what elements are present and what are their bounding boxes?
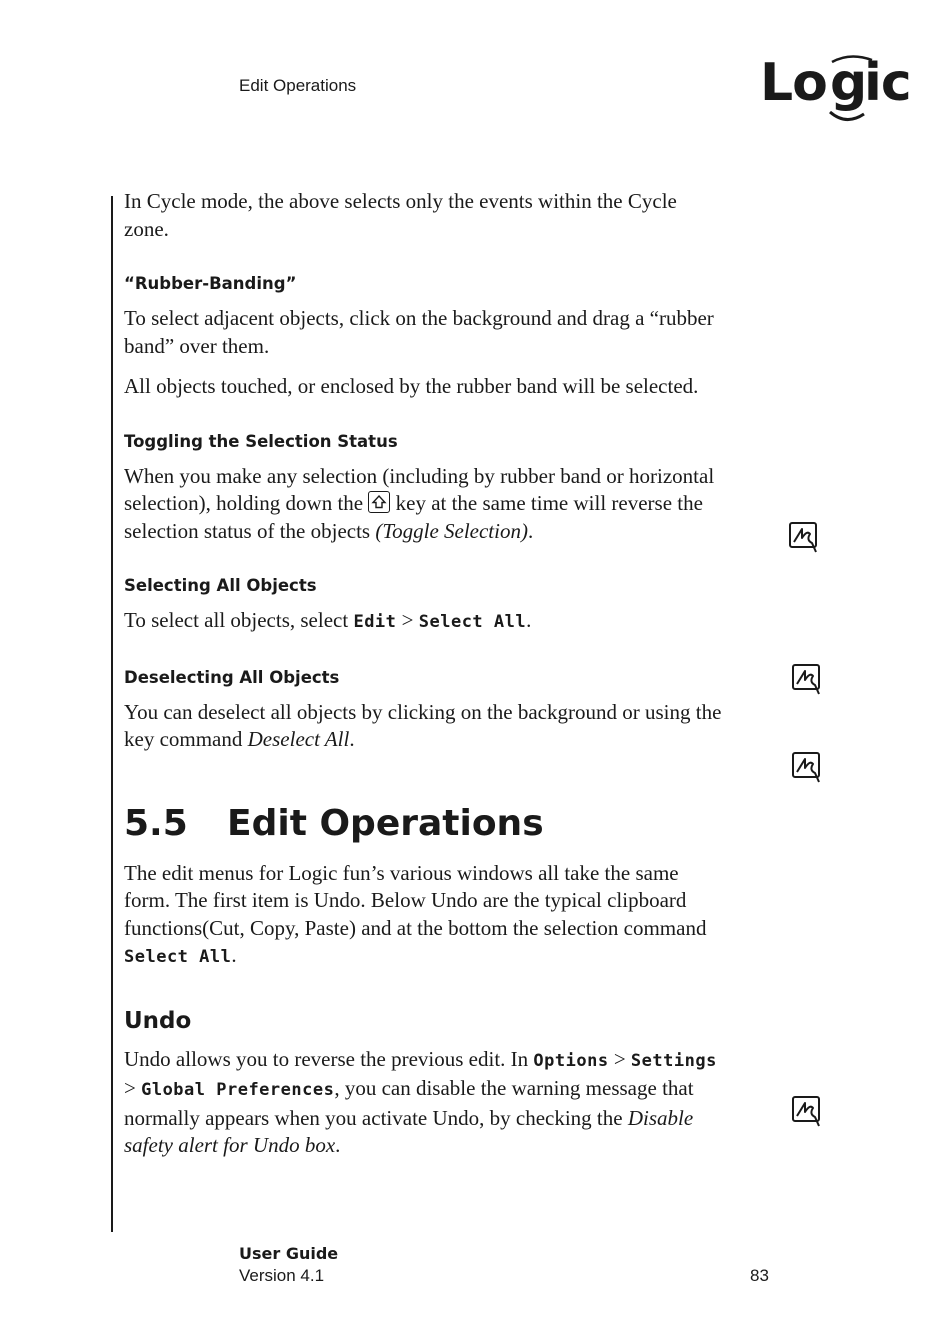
svg-text:ic: ic	[864, 53, 911, 113]
edit-operations-paragraph: The edit menus for Logic fun’s various windows all take the same form. The first item is Undo. Below Undo are the typical clipboard functions(Cut, Copy, Paste) and at the bottom the selection command Select All.	[124, 860, 707, 967]
menu-path-options: Options	[533, 1050, 609, 1071]
menu-path-select-all: Select All	[418, 612, 527, 632]
key-command-icon	[791, 750, 825, 786]
page-number: 83	[750, 1266, 769, 1285]
footer-version: Version 4.1	[239, 1266, 325, 1285]
menu-path-select-all-2: Select All	[124, 947, 232, 967]
undo-paragraph: Undo allows you to reverse the previous edit. In Options > Settings > Global Preferences, you can disable the warning message that normally appears when you activate Undo, by checking the Disable safety alert for Undo box.	[124, 1046, 717, 1157]
shift-key-icon	[368, 491, 390, 513]
toggling-selection-heading: Toggling the Selection Status	[124, 431, 398, 451]
rubber-banding-paragraph-2: All objects touched, or enclosed by the rubber band will be selected.	[124, 374, 699, 398]
key-command-icon	[791, 662, 825, 698]
selecting-all-paragraph: To select all objects, select Edit > Select All.	[124, 608, 532, 632]
menu-path-edit: Edit	[353, 612, 397, 632]
menu-path-settings: Settings	[630, 1050, 717, 1071]
rubber-banding-paragraph-1: To select adjacent objects, click on the background and drag a “rubber band” over them.	[124, 306, 714, 358]
deselecting-all-heading: Deselecting All Objects	[124, 667, 340, 687]
svg-text:Lo: Lo	[760, 53, 827, 113]
menu-path-global-preferences: Global Preferences	[141, 1080, 335, 1100]
toggling-selection-paragraph: When you make any selection (including by rubber band or horizontal selection), holding down the key at the same time will reverse the selection status of the objects (Toggle Selection).	[124, 463, 715, 543]
cycle-mode-paragraph: In Cycle mode, the above selects only the events within the Cycle zone.	[124, 189, 677, 241]
logic-logo	[760, 50, 920, 126]
section-title: Edit Operations	[227, 802, 544, 844]
running-header: Edit Operations	[239, 76, 357, 95]
page-content	[124, 188, 724, 1160]
section-heading	[124, 802, 724, 846]
footer-guide: User Guide	[239, 1244, 339, 1263]
undo-heading: Undo	[124, 1007, 192, 1034]
svg-text:g: g	[830, 53, 868, 113]
selecting-all-heading: Selecting All Objects	[124, 576, 317, 595]
section-number: 5.5	[124, 802, 188, 844]
key-command-icon	[791, 1094, 825, 1130]
key-command-icon	[788, 520, 822, 556]
rubber-banding-heading: “Rubber-Banding”	[124, 274, 297, 293]
deselecting-all-paragraph: You can deselect all objects by clicking on the background or using the key command Deselect All.	[124, 699, 722, 751]
margin-rule	[111, 196, 113, 1232]
